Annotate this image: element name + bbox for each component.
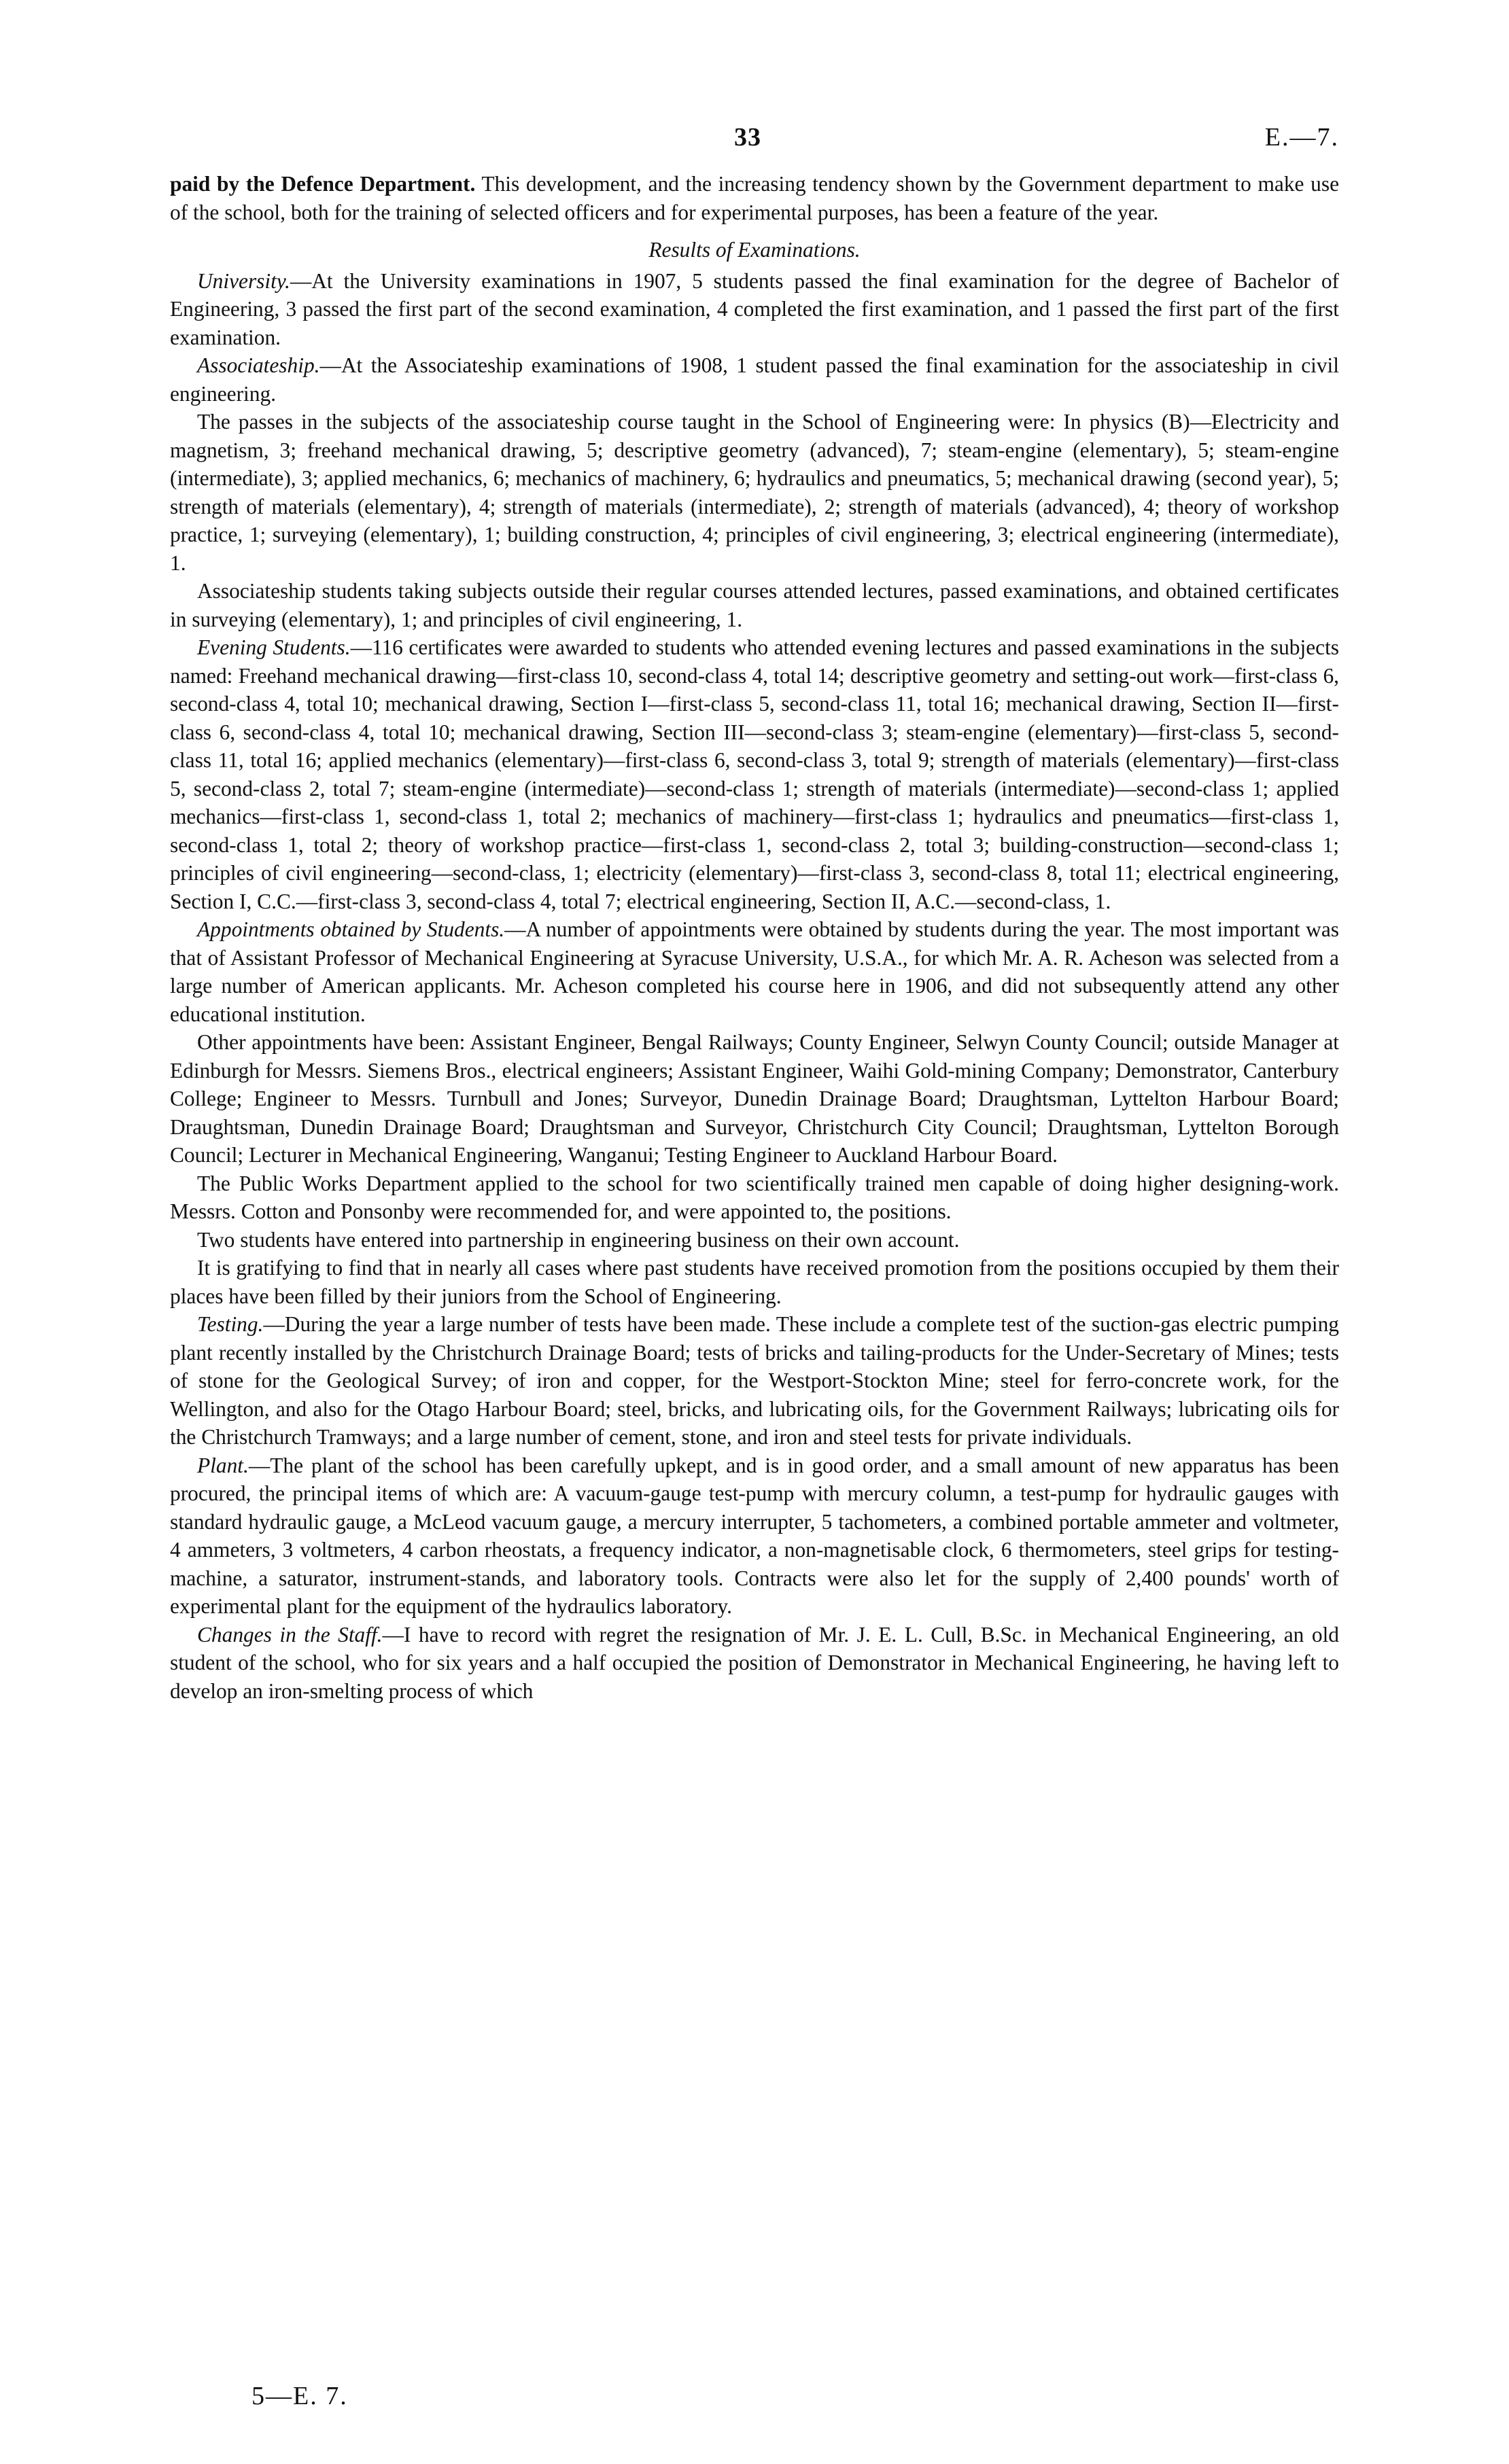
paragraph-other-appointments: Other appointments have been: Assistant Engineer, Bengal Railways; County Engineer, Selwyn County Council; outside Manager at Edinburgh for Messrs. Siemens Bros., electrical engineers; Assistant Engineer, Waihi Gold-mining Company; Demonstrator, Canterbury College; Engineer to Messrs. Turnbull and Jones; Surveyor, Dunedin Drainage Board; Draughtsman, Lyttelton Harbour Board; Draughtsman, Dunedin Drainage Board; Draughtsman and Surveyor, Christchurch City Council; Draughtsman, Lyttelton Borough Council; Lecturer in Mechanical Engineering, Wanganui; Testing Engineer to Auckland Harbour Board. — [170, 1030, 1339, 1167]
text-appointments: —A number of appointments were obtained by students during the year. The most important was that of Assistant Professor of Mechanical Engineering at Syracuse University, U.S.A., for which Mr. A. R. Acheson was selected from a large number of American applicants. Mr. Acheson completed his course here in 1906, and did not subsequently attend any other educational institution. — [170, 917, 1339, 1026]
opening-paragraph — [170, 170, 1339, 226]
paragraph-public-works: The Public Works Department applied to the school for two scientifically trained men capable of doing higher designing-work. Messrs. Cotton and Ponsonby were recommended for, and were appointed to, the positions. — [170, 1171, 1339, 1223]
text-plant: —The plant of the school has been carefully upkept, and is in good order, and a small amount of new apparatus has been procured, the principal items of which are: A vacuum-gauge test-pump with mercury column, a test-pump for hydraulic gauges with standard hydraulic gauge, a McLeod vacuum gauge, a mercury interrupter, 5 tachometers, a combined portable ammeter and voltmeter, 4 ammeters, 3 voltmeters, 4 carbon rheostats, a frequency indicator, a non-magnetisable clock, 6 thermometers, steel grips for testing-machine, a saturator, instrument-stands, and laboratory tools. Contracts were also let for the supply of 2,400 pounds' worth of experimental plant for the equipment of the hydraulics laboratory. — [170, 1453, 1339, 1618]
paragraph-evening-students — [170, 633, 1339, 915]
footer-signature: 5—E. 7. — [252, 2382, 348, 2410]
page-header — [170, 122, 1339, 170]
subhead-plant: Plant. — [197, 1453, 249, 1477]
paragraph-appointments — [170, 915, 1339, 1028]
subhead-evening-students: Evening Students. — [197, 635, 351, 659]
document-page — [170, 122, 1339, 2419]
document-reference: E.—7. — [1264, 123, 1339, 152]
text-university: —At the University examinations in 1907, 5 students passed the final examination for the degree of Bachelor of Engineering, 3 passed the first part of the second examination, 4 completed the first examination, and 1 passed the first part of the first examination. — [170, 268, 1339, 349]
text-testing: —During the year a large number of tests have been made. These include a complete test of the suction-gas electric pumping plant recently installed by the Christchurch Drainage Board; tests of bricks and tailing-products for the Under-Secretary of Mines; tests of stone for the Geological Survey; of iron and copper, for the Westport-Stockton Mine; steel for ferro-concrete work, for the Wellington, and also for the Otago Harbour Board; steel, bricks, and lubricating oils, for the Government Railways; lubricating oils for the Christchurch Tramways; and a large number of cement, stone, and iron and steel tests for private individuals. — [170, 1312, 1339, 1449]
paragraph-testing — [170, 1310, 1339, 1451]
paragraph-staff-changes — [170, 1621, 1339, 1706]
subhead-university: University. — [197, 268, 290, 293]
paragraph-university — [170, 267, 1339, 352]
text-evening-students: —116 certificates were awarded to students who attended evening lectures and passed examinations in the subjects named: Freehand mechanical drawing—first-class 10, second-class 4, total 14; descriptive geometry and setting-out work—first-class 6, second-class 4, total 10; mechanical drawing, Section I—first-class 5, second-class 11, total 16; mechanical drawing, Section II—first-class 6, second-class 4, total 10; mechanical drawing, Section III—second-class 3; steam-engine (elementary)—first-class 5, second-class 11, total 16; applied mechanics (elementary)—first-class 6, second-class 3, total 9; strength of materials (elementary)—first-class 5, second-class 2, total 7; steam-engine (intermediate)—second-class 1; strength of materials (intermediate)—second-class 1; applied mechanics—first-class 1, second-class 1, total 2; mechanics of machinery—first-class 1; hydraulics and pneumatics—first-class 1, second-class 1, total 2; theory of workshop practice—first-class 1, second-class 2, total 3; building-construction—second-class 1; principles of civil engineering—second-class, 1; electricity (elementary)—first-class 3, second-class 8, total 11; electrical engineering, Section I, C.C.—first-class 3, second-class 4, total 7; electrical engineering, Section II, A.C.—second-class, 1. — [170, 635, 1340, 913]
text-staff-changes: —I have to record with regret the resignation of Mr. J. E. L. Cull, B.Sc. in Mechanical Engineering, an old student of the school, who for six years and a half occupied the position of Demonstrator in Mechanical Engineering, he having left to develop an iron-smelting process of which — [170, 1622, 1339, 1703]
opening-text: This development, and the increasing tendency shown by the Government department to make use of the school, both for the training of selected officers and for experimental purposes, has been a feature of the year. — [170, 172, 1339, 224]
subhead-staff-changes: Changes in the Staff. — [197, 1622, 383, 1647]
paragraph-promotion: It is gratifying to find that in nearly all cases where past students have received promotion from the positions occupied by them their places have been filled by their juniors from the School of Engineering. — [170, 1256, 1339, 1308]
paragraph-plant — [170, 1451, 1339, 1621]
paragraph-associateship — [170, 351, 1339, 408]
paragraph-partnership: Two students have entered into partnership in engineering business on their own account. — [197, 1227, 960, 1252]
section-heading: Results of Examinations. — [648, 238, 861, 262]
opening-lead: paid by the Defence Department. — [170, 172, 476, 196]
subhead-appointments: Appointments obtained by Students. — [197, 917, 505, 941]
body-text — [170, 170, 1339, 1705]
subhead-testing: Testing. — [197, 1312, 264, 1336]
subhead-associateship: Associateship. — [197, 353, 320, 377]
paragraph-passes: The passes in the subjects of the associateship course taught in the School of Engineering were: In physics (B)—Electricity and magnetism, 3; freehand mechanical drawing, 5; descriptive geometry (advanced), 7; steam-engine (elementary), 5; steam-engine (intermediate), 3; applied mechanics, 6; mechanics of machinery, 6; hydraulics and pneumatics, 5; mechanical drawing (second year), 5; strength of materials (elementary), 4; strength of materials (intermediate), 2; strength of materials (advanced), 4; theory of workshop practice, 1; surveying (elementary), 1; building construction, 4; principles of civil engineering, 3; electrical engineering (intermediate), 1. — [170, 410, 1339, 575]
text-associateship: —At the Associateship examinations of 1908, 1 student passed the final examination for the associateship in civil engineering. — [170, 353, 1339, 406]
paragraph-outside-subjects: Associateship students taking subjects outside their regular courses attended lectures, passed examinations, and obtained certificates in surveying (elementary), 1; and principles of civil engineering, 1. — [170, 579, 1339, 631]
page-number: 33 — [734, 123, 761, 152]
